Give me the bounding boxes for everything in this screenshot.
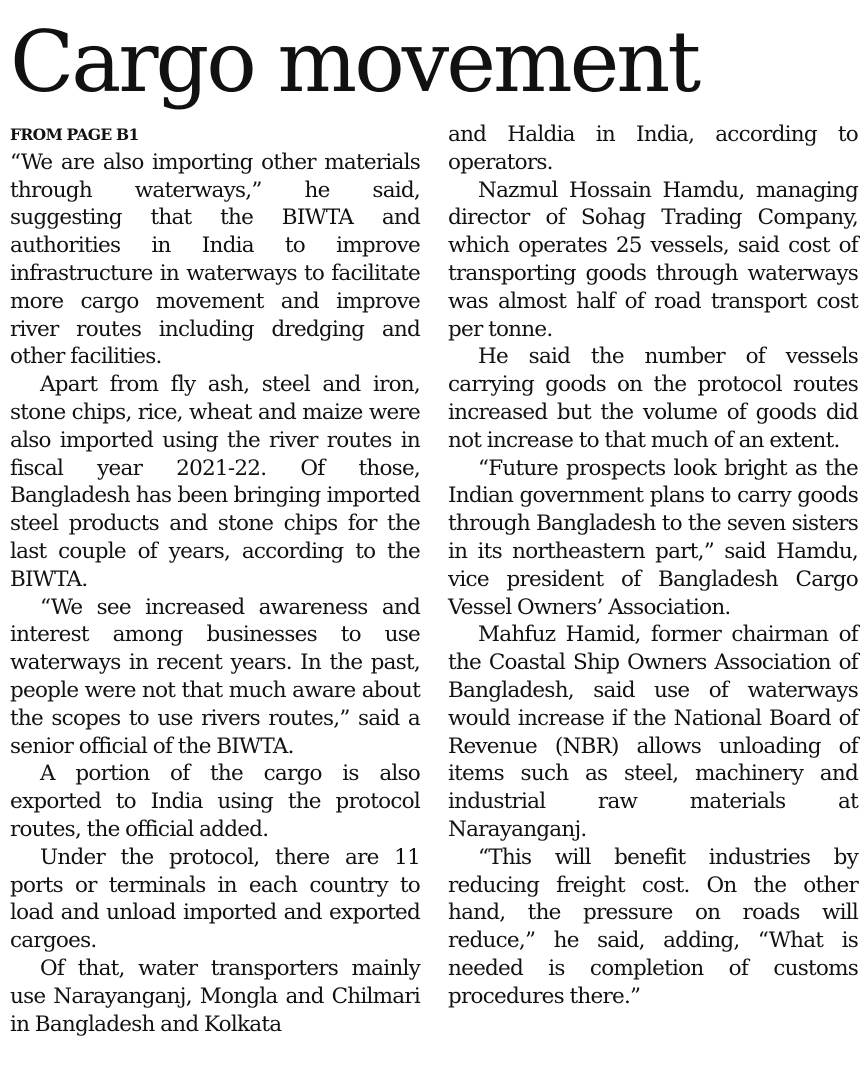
paragraph: Of that, water transporters mainly use Narayanganj, Mongla and Chilmari in Bangladesh and Kolkata xyxy=(10,955,420,1037)
paragraph: Under the protocol, there are 11 ports or terminals in each country to load and unload imported and exported cargoes. xyxy=(10,844,420,954)
article-column-right xyxy=(448,121,858,1011)
paragraph: He said the number of vessels carrying goods on the protocol routes increased but the volume of goods did not increase to that much of an extent. xyxy=(448,344,858,453)
paragraph: Apart from fly ash, steel and iron, stone chips, rice, wheat and maize were also imported using the river routes in fiscal year 2021-22. Of those, Bangladesh has been bringing imported steel products and stone chips for the last couple of years, according to the BIWTA. xyxy=(10,372,420,592)
paragraph: “We see increased awareness and interest among businesses to use waterways in recent years. In the past, people were not that much aware about the scopes to use rivers routes,” said a senior official of the BIWTA. xyxy=(10,594,420,759)
paragraph: Mahfuz Hamid, former chairman of the Coastal Ship Owners Association of Bangladesh, said use of waterways would increase if the National Board of Revenue (NBR) allows unloading of items such as steel, machinery and industrial raw materials at Narayanganj. xyxy=(448,622,858,842)
paragraph: Nazmul Hossain Hamdu, managing director of Sohag Trading Company, which operates 25 vessels, said cost of transporting goods through waterways was almost half of road transport cost per tonne. xyxy=(448,177,858,342)
paragraph: “Future prospects look bright as the Indian government plans to carry goods through Bangladesh to the seven sisters in its northeastern part,” said Hamdu, vice president of Bangladesh Cargo Vessel Owners’ Association. xyxy=(448,455,858,620)
paragraph: “This will benefit industries by reducing freight cost. On the other hand, the pressure on roads will reduce,” he said, adding, “What is needed is completion of customs procedures there.” xyxy=(448,844,858,1009)
paragraph: and Haldia in India, according to operators. xyxy=(448,122,858,175)
paragraph: “We are also importing other materials through waterways,” he said, suggesting that the BIWTA and authorities in India to improve infrastructure in waterways to facilitate more cargo movement and improve river routes including dredging and other facilities. xyxy=(10,149,420,370)
article-column-left xyxy=(10,121,420,1038)
headline: Cargo movement xyxy=(10,13,699,111)
continuation-kicker: FROM PAGE B1 xyxy=(10,125,139,144)
paragraph: A portion of the cargo is also exported to India using the protocol routes, the official added. xyxy=(10,761,420,842)
